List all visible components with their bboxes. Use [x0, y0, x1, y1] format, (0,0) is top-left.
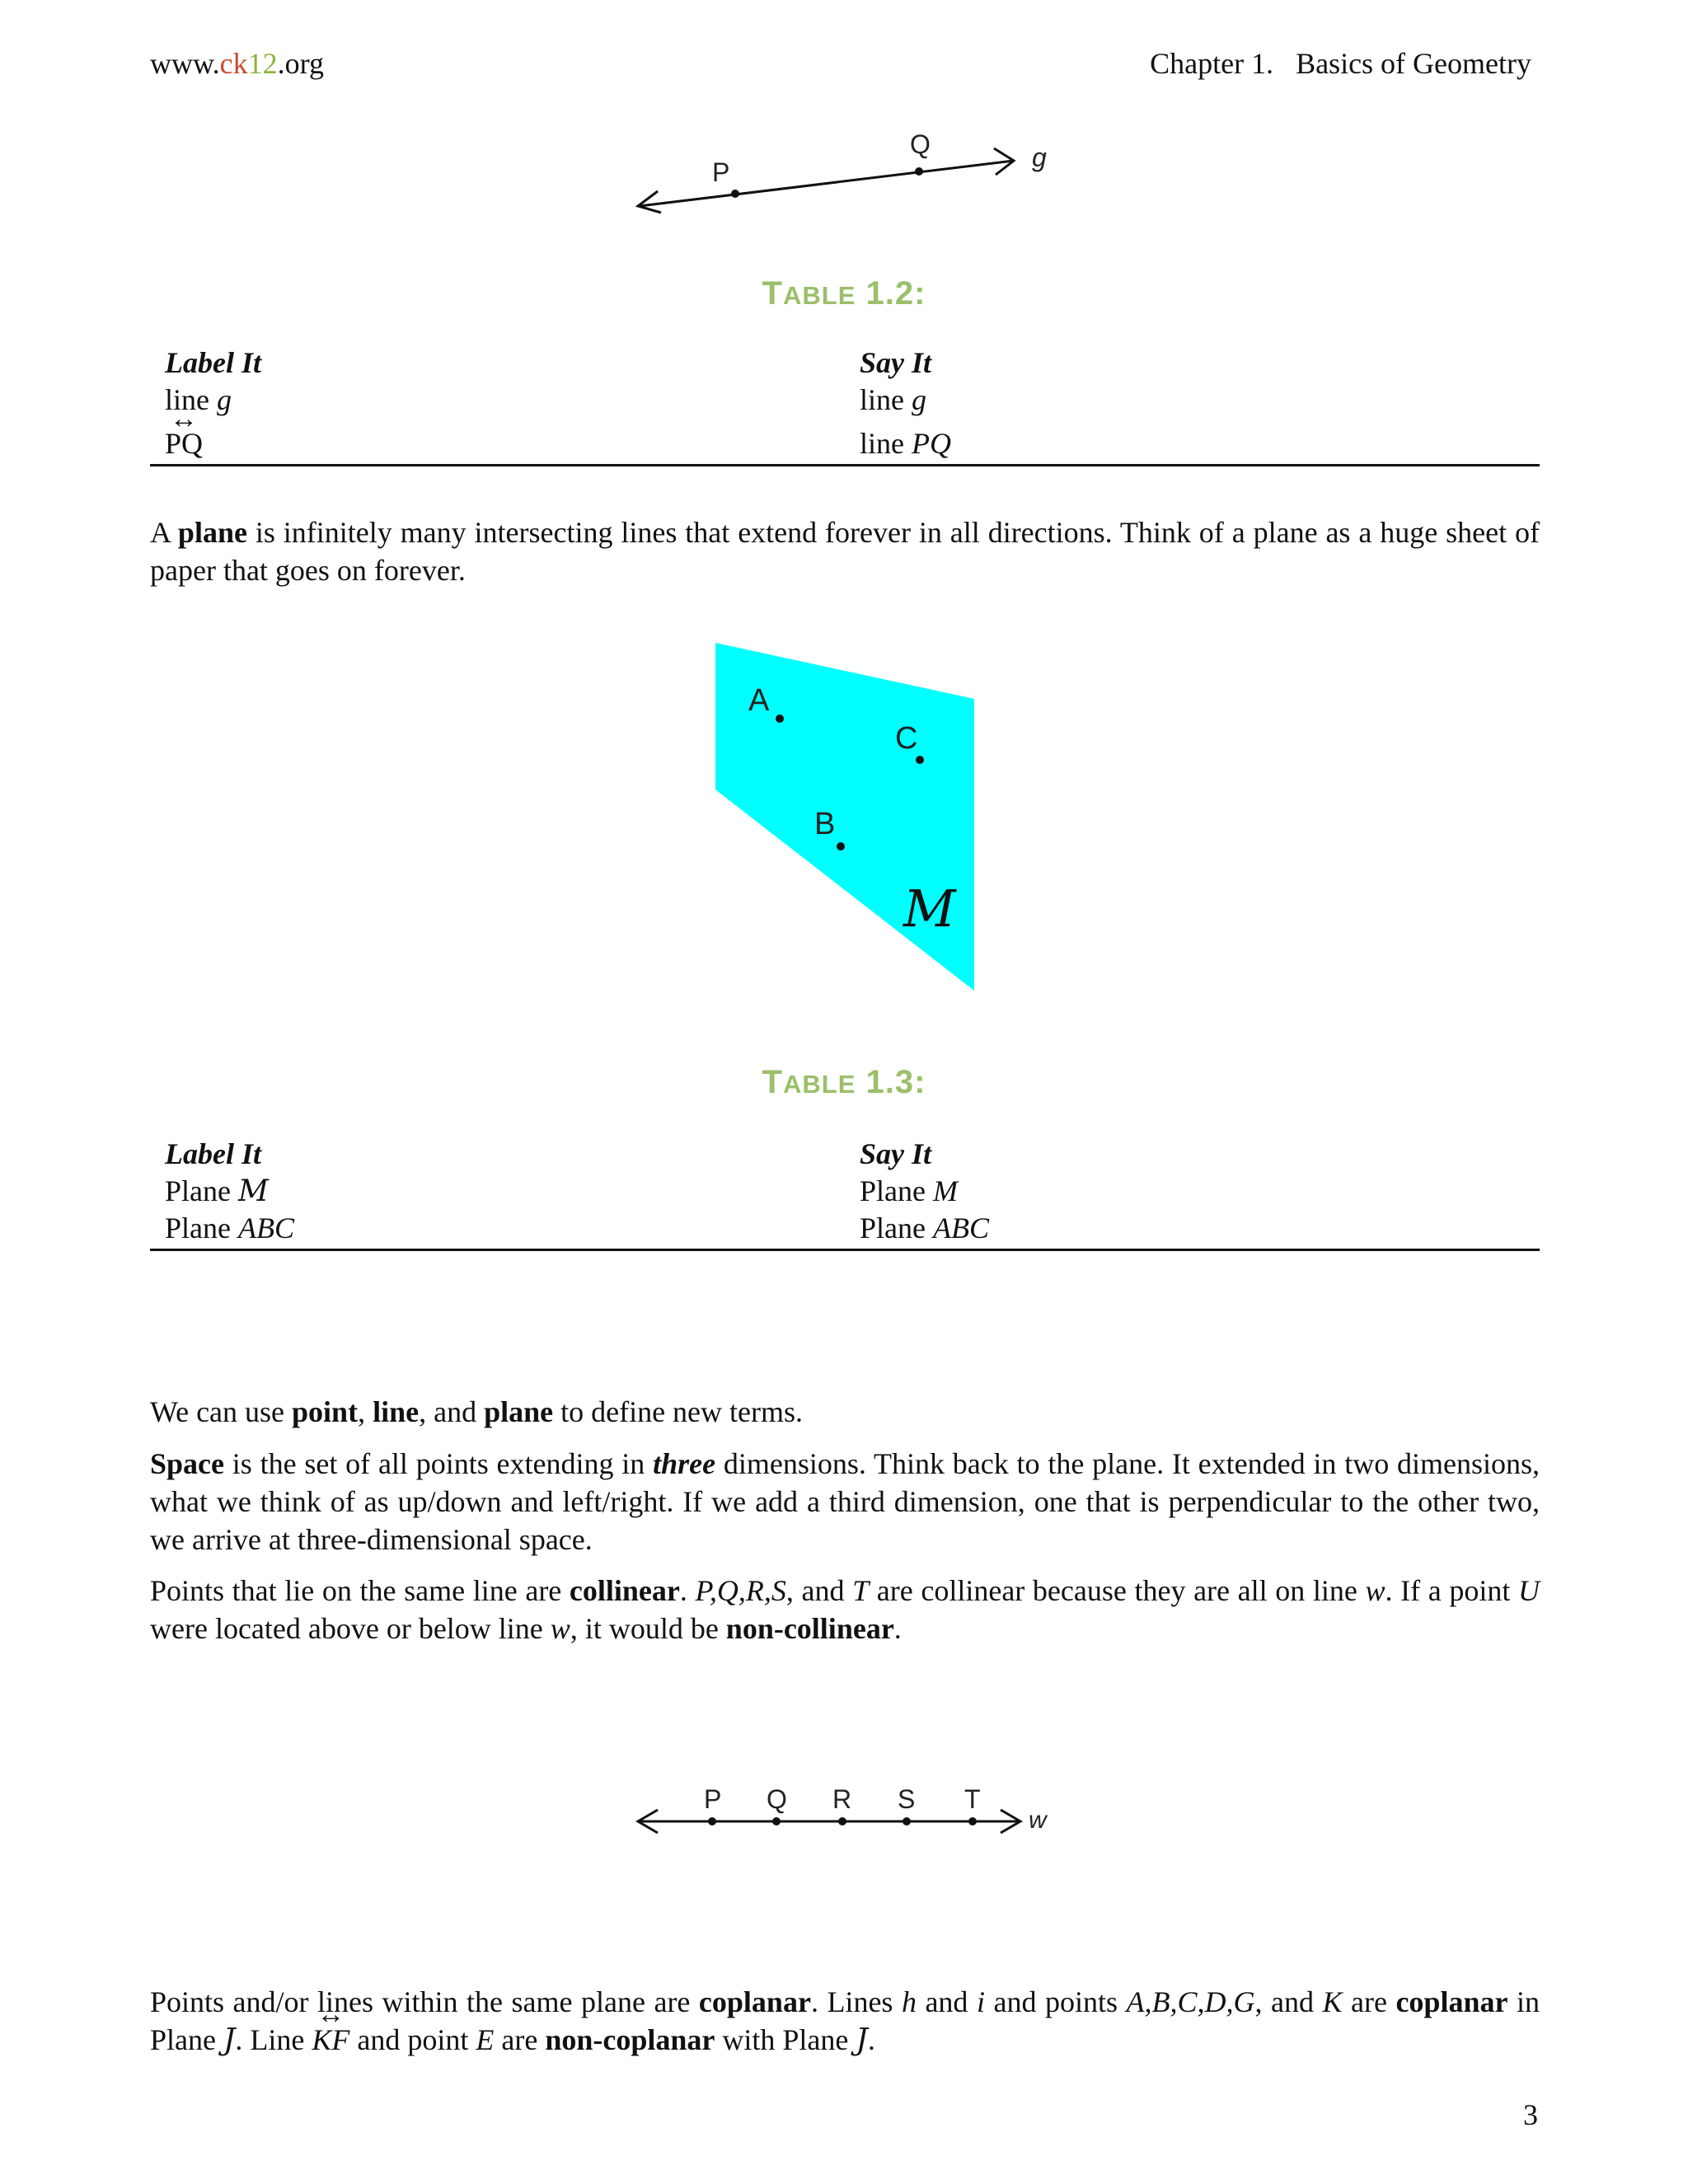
point-a-label: A	[748, 683, 770, 718]
point-b	[837, 842, 845, 851]
label-cell: line g	[165, 383, 232, 416]
point-b-label: B	[814, 807, 836, 841]
say-cell: line g	[860, 383, 926, 416]
plane-m-figure	[709, 636, 989, 999]
point-r-label: R	[832, 1784, 852, 1814]
table-row	[150, 382, 1540, 419]
coplanar-definition: Points and/or lines within the same plane are coplanar. Lines h and i and points A,B,C,D,G, and K are coplanar in Plane J. Line ↔ KF and point E are non-coplanar with Plane J.	[150, 1983, 1540, 2060]
point-p	[731, 190, 739, 198]
line-kf-notation: ↔ KF	[312, 2021, 349, 2059]
point-p-label: P	[712, 157, 730, 187]
table-row	[150, 1210, 1540, 1250]
point-a	[776, 715, 784, 723]
plane-definition: A plane is infinitely many intersecting lines that extend forever in all directions. Think of a plane as a huge sheet of paper that goes on forever.	[150, 516, 1540, 587]
point-c	[916, 756, 924, 764]
plane-m-label: M	[903, 879, 956, 939]
page-number: 3	[1523, 2098, 1538, 2131]
point-r	[838, 1817, 846, 1825]
point-q-label: Q	[910, 129, 931, 159]
table-1-3-caption: TABLE 1.3:	[762, 1064, 926, 1100]
point-t	[968, 1817, 977, 1825]
table-header-row	[150, 1136, 1540, 1173]
header-label-it: Label It	[165, 1137, 261, 1170]
point-t-label: T	[964, 1784, 981, 1814]
header-label-it: Label It	[165, 346, 261, 379]
line-w-figure	[626, 1780, 1088, 1854]
point-q	[772, 1817, 781, 1825]
table-row	[150, 1173, 1540, 1210]
label-cell: Plane ABC	[150, 1210, 845, 1250]
say-cell: Plane M	[860, 1174, 958, 1207]
line-notation: ↔ PQ	[165, 425, 203, 462]
chapter-heading: Chapter 1. Basics of Geometry	[1150, 47, 1531, 80]
table-1-2-caption: TABLE 1.2:	[762, 275, 926, 312]
table-header-row	[150, 344, 1540, 382]
point-q	[915, 167, 923, 176]
header-say-it: Say It	[860, 346, 932, 379]
table-1-3	[150, 1136, 1540, 1251]
say-cell: line PQ	[845, 419, 1540, 466]
collinear-definition: Points that lie on the same line are collinear. P,Q,R,S, and T are collinear because they are all on line w. If a point U were located above or below line w, it would be non-collinear.	[150, 1574, 1540, 1645]
label-cell: Plane M	[165, 1174, 269, 1208]
point-p	[708, 1817, 716, 1825]
table-1-2	[150, 344, 1540, 466]
label-cell	[150, 419, 845, 466]
line-g-figure	[626, 124, 1088, 223]
line-g-label: g	[1032, 143, 1047, 172]
space-definition: Space is the set of all points extending in three dimensions. Think back to the plane. It extended in two dimensions, what we think of as up/down and left/right. If we add a third dimension, one that is perpendicular to the other two, we arrive at three-dimensional space.	[150, 1447, 1540, 1556]
header-say-it: Say It	[860, 1137, 932, 1170]
point-q-label: Q	[767, 1784, 787, 1814]
point-s	[903, 1817, 911, 1825]
say-cell: Plane ABC	[845, 1210, 1540, 1250]
line-w-label: w	[1029, 1807, 1047, 1834]
table-row	[150, 419, 1540, 466]
point-c-label: C	[895, 721, 918, 756]
point-s-label: S	[898, 1784, 916, 1814]
site-url: www.ck12.org	[150, 47, 324, 80]
terms-paragraph: We can use point, line, and plane to define new terms.	[150, 1395, 804, 1428]
point-p-label: P	[704, 1784, 722, 1814]
